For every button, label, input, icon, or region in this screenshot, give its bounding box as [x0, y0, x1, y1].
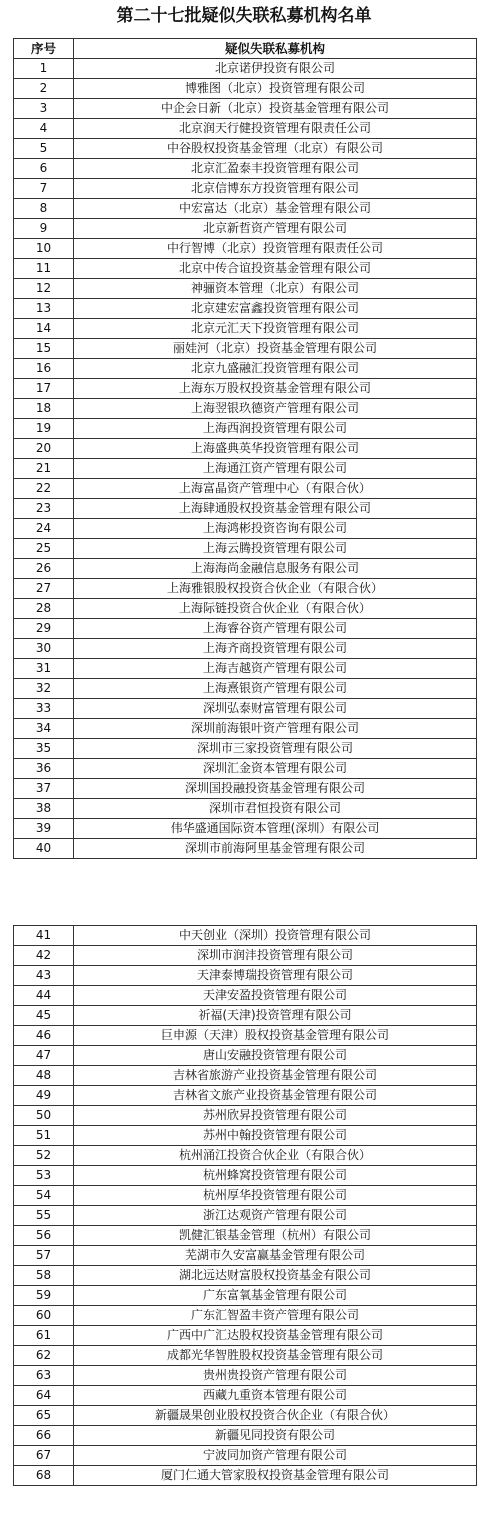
table-row	[14, 679, 477, 699]
row-institution-name: 上海雅银股权投资合伙企业（有限合伙）	[74, 579, 477, 599]
row-institution-name: 深圳市润沣投资管理有限公司	[74, 946, 477, 966]
row-institution-name: 上海东万股权投资基金管理有限公司	[74, 379, 477, 399]
row-seq: 11	[14, 259, 74, 279]
row-seq: 56	[14, 1226, 74, 1246]
row-institution-name: 北京中传合谊投资基金管理有限公司	[74, 259, 477, 279]
row-institution-name: 上海睿谷资产管理有限公司	[74, 619, 477, 639]
row-seq: 16	[14, 359, 74, 379]
row-seq: 15	[14, 339, 74, 359]
table-row	[14, 659, 477, 679]
table-row	[14, 1106, 477, 1126]
row-institution-name: 广西中广汇达股权投资基金管理有限公司	[74, 1326, 477, 1346]
row-institution-name: 天津泰博瑞投资管理有限公司	[74, 966, 477, 986]
row-institution-name: 杭州厚华投资管理有限公司	[74, 1186, 477, 1206]
table-body-part2	[14, 926, 477, 1486]
table-row	[14, 399, 477, 419]
row-institution-name: 上海翌银玖德资产管理有限公司	[74, 399, 477, 419]
table-row	[14, 1186, 477, 1206]
table-body-part1	[14, 59, 477, 859]
table-row	[14, 259, 477, 279]
seq-column-header: 序号	[14, 39, 74, 59]
row-institution-name: 吉林省文旅产业投资基金管理有限公司	[74, 1086, 477, 1106]
row-institution-name: 上海鸿彬投资咨询有限公司	[74, 519, 477, 539]
row-seq: 21	[14, 459, 74, 479]
row-seq: 30	[14, 639, 74, 659]
row-institution-name: 中企会日新（北京）投资基金管理有限公司	[74, 99, 477, 119]
table-row	[14, 839, 477, 859]
row-seq: 6	[14, 159, 74, 179]
table-row	[14, 926, 477, 946]
table-row	[14, 499, 477, 519]
row-institution-name: 浙江达观资产管理有限公司	[74, 1206, 477, 1226]
row-institution-name: 神骊资本管理（北京）有限公司	[74, 279, 477, 299]
row-seq: 50	[14, 1106, 74, 1126]
row-seq: 47	[14, 1046, 74, 1066]
table-row	[14, 1166, 477, 1186]
table-row	[14, 819, 477, 839]
row-seq: 22	[14, 479, 74, 499]
row-seq: 27	[14, 579, 74, 599]
row-institution-name: 中行智博（北京）投资管理有限责任公司	[74, 239, 477, 259]
row-seq: 14	[14, 319, 74, 339]
row-seq: 17	[14, 379, 74, 399]
row-seq: 9	[14, 219, 74, 239]
row-institution-name: 吉林省旅游产业投资基金管理有限公司	[74, 1066, 477, 1086]
row-seq: 13	[14, 299, 74, 319]
row-institution-name: 中天创业（深圳）投资管理有限公司	[74, 926, 477, 946]
table-row	[14, 1386, 477, 1406]
row-seq: 31	[14, 659, 74, 679]
table-row	[14, 619, 477, 639]
row-seq: 29	[14, 619, 74, 639]
table-row	[14, 159, 477, 179]
row-institution-name: 上海通江资产管理有限公司	[74, 459, 477, 479]
row-seq: 32	[14, 679, 74, 699]
table-row	[14, 359, 477, 379]
table-row	[14, 1286, 477, 1306]
row-seq: 57	[14, 1246, 74, 1266]
row-institution-name: 苏州欣昇投资管理有限公司	[74, 1106, 477, 1126]
row-institution-name: 上海肆通股权投资基金管理有限公司	[74, 499, 477, 519]
suspected-lost-institutions-table	[13, 38, 477, 859]
row-institution-name: 天津安盈投资管理有限公司	[74, 986, 477, 1006]
row-institution-name: 中谷股权投资基金管理（北京）有限公司	[74, 139, 477, 159]
table-row	[14, 219, 477, 239]
row-seq: 35	[14, 739, 74, 759]
row-seq: 37	[14, 779, 74, 799]
table-row	[14, 1366, 477, 1386]
row-institution-name: 上海富晶资产管理中心（有限合伙）	[74, 479, 477, 499]
row-institution-name: 北京润天行健投资管理有限责任公司	[74, 119, 477, 139]
row-seq: 54	[14, 1186, 74, 1206]
row-seq: 43	[14, 966, 74, 986]
row-seq: 46	[14, 1026, 74, 1046]
table-row	[14, 639, 477, 659]
table-row	[14, 986, 477, 1006]
table-row	[14, 1006, 477, 1026]
table-row	[14, 1426, 477, 1446]
row-seq: 12	[14, 279, 74, 299]
table-row	[14, 966, 477, 986]
row-seq: 34	[14, 719, 74, 739]
suspected-lost-institutions-table-continued	[13, 925, 477, 1486]
row-seq: 18	[14, 399, 74, 419]
row-seq: 42	[14, 946, 74, 966]
table-row	[14, 739, 477, 759]
row-seq: 28	[14, 599, 74, 619]
row-institution-name: 北京信博东方投资管理有限公司	[74, 179, 477, 199]
row-institution-name: 杭州涌江投资合伙企业（有限合伙）	[74, 1146, 477, 1166]
row-seq: 51	[14, 1126, 74, 1146]
row-institution-name: 上海盛典英华投资管理有限公司	[74, 439, 477, 459]
row-seq: 41	[14, 926, 74, 946]
row-seq: 63	[14, 1366, 74, 1386]
table-row	[14, 799, 477, 819]
row-seq: 53	[14, 1166, 74, 1186]
table-row	[14, 599, 477, 619]
table-row	[14, 199, 477, 219]
row-seq: 10	[14, 239, 74, 259]
table-row	[14, 1046, 477, 1066]
row-institution-name: 深圳市君恒投资有限公司	[74, 799, 477, 819]
row-institution-name: 西藏九重资本管理有限公司	[74, 1386, 477, 1406]
table-row	[14, 1126, 477, 1146]
row-institution-name: 伟华盛通国际资本管理(深圳）有限公司	[74, 819, 477, 839]
table-row	[14, 1406, 477, 1426]
row-institution-name: 新疆晟果创业股权投资合伙企业（有限合伙）	[74, 1406, 477, 1426]
table-row	[14, 1246, 477, 1266]
row-institution-name: 上海吉越资产管理有限公司	[74, 659, 477, 679]
row-seq: 23	[14, 499, 74, 519]
table-row	[14, 179, 477, 199]
row-seq: 68	[14, 1466, 74, 1486]
row-institution-name: 北京新哲资产管理有限公司	[74, 219, 477, 239]
row-institution-name: 上海云腾投资管理有限公司	[74, 539, 477, 559]
row-institution-name: 芜湖市久安富赢基金管理有限公司	[74, 1246, 477, 1266]
row-seq: 66	[14, 1426, 74, 1446]
row-seq: 24	[14, 519, 74, 539]
table-row	[14, 339, 477, 359]
row-institution-name: 深圳前海银叶资产管理有限公司	[74, 719, 477, 739]
row-seq: 25	[14, 539, 74, 559]
row-institution-name: 成都光华智胜股权投资基金管理有限公司	[74, 1346, 477, 1366]
row-institution-name: 贵州贵投资产管理有限公司	[74, 1366, 477, 1386]
row-seq: 38	[14, 799, 74, 819]
row-seq: 40	[14, 839, 74, 859]
row-seq: 60	[14, 1306, 74, 1326]
page-title: 第二十七批疑似失联私募机构名单	[116, 6, 372, 26]
table-row	[14, 719, 477, 739]
table-row	[14, 419, 477, 439]
table-row	[14, 479, 477, 499]
table-row	[14, 1306, 477, 1326]
table-header-row	[14, 39, 477, 59]
row-institution-name: 祈福(天津)投资管理有限公司	[74, 1006, 477, 1026]
row-seq: 55	[14, 1206, 74, 1226]
row-institution-name: 新疆见同投资有限公司	[74, 1426, 477, 1446]
row-seq: 65	[14, 1406, 74, 1426]
row-institution-name: 广东汇智盈丰资产管理有限公司	[74, 1306, 477, 1326]
row-institution-name: 苏州中翰投资管理有限公司	[74, 1126, 477, 1146]
row-institution-name: 北京建宏富鑫投资管理有限公司	[74, 299, 477, 319]
row-institution-name: 深圳国投融投资基金管理有限公司	[74, 779, 477, 799]
row-institution-name: 北京元汇天下投资管理有限公司	[74, 319, 477, 339]
row-institution-name: 博雅图（北京）投资管理有限公司	[74, 79, 477, 99]
row-institution-name: 宁波同加资产管理有限公司	[74, 1446, 477, 1466]
table-row	[14, 459, 477, 479]
table-row	[14, 779, 477, 799]
row-institution-name: 上海齐商投资管理有限公司	[74, 639, 477, 659]
row-institution-name: 湖北远达财富股权投资基金有限公司	[74, 1266, 477, 1286]
row-seq: 36	[14, 759, 74, 779]
row-seq: 20	[14, 439, 74, 459]
row-seq: 26	[14, 559, 74, 579]
table-row	[14, 1066, 477, 1086]
row-seq: 64	[14, 1386, 74, 1406]
table-row	[14, 1266, 477, 1286]
table-row	[14, 519, 477, 539]
row-seq: 33	[14, 699, 74, 719]
row-seq: 7	[14, 179, 74, 199]
row-seq: 49	[14, 1086, 74, 1106]
row-seq: 8	[14, 199, 74, 219]
row-institution-name: 北京诺伊投资有限公司	[74, 59, 477, 79]
table-row	[14, 1146, 477, 1166]
row-institution-name: 北京汇盈泰丰投资管理有限公司	[74, 159, 477, 179]
row-institution-name: 深圳市三家投资管理有限公司	[74, 739, 477, 759]
table-row	[14, 1446, 477, 1466]
table-row	[14, 1026, 477, 1046]
row-seq: 48	[14, 1066, 74, 1086]
table-row	[14, 439, 477, 459]
table-row	[14, 1466, 477, 1486]
table-row	[14, 1206, 477, 1226]
row-institution-name: 上海西润投资管理有限公司	[74, 419, 477, 439]
row-seq: 2	[14, 79, 74, 99]
row-institution-name: 中宏富达（北京）基金管理有限公司	[74, 199, 477, 219]
row-seq: 67	[14, 1446, 74, 1466]
row-seq: 61	[14, 1326, 74, 1346]
table-row	[14, 139, 477, 159]
table-row	[14, 279, 477, 299]
row-seq: 59	[14, 1286, 74, 1306]
row-institution-name: 杭州蜂窝投资管理有限公司	[74, 1166, 477, 1186]
table-row	[14, 759, 477, 779]
table-row	[14, 299, 477, 319]
institution-column-header: 疑似失联私募机构	[74, 39, 477, 59]
row-seq: 19	[14, 419, 74, 439]
row-institution-name: 上海熹银资产管理有限公司	[74, 679, 477, 699]
row-institution-name: 深圳弘泰财富管理有限公司	[74, 699, 477, 719]
row-institution-name: 唐山安融投资管理有限公司	[74, 1046, 477, 1066]
row-institution-name: 深圳市前海阿里基金管理有限公司	[74, 839, 477, 859]
row-institution-name: 北京九盛融汇投资管理有限公司	[74, 359, 477, 379]
table-row	[14, 319, 477, 339]
table-row	[14, 379, 477, 399]
row-seq: 62	[14, 1346, 74, 1366]
row-institution-name: 凯健汇银基金管理（杭州）有限公司	[74, 1226, 477, 1246]
table-row	[14, 1326, 477, 1346]
table-row	[14, 119, 477, 139]
row-seq: 1	[14, 59, 74, 79]
row-seq: 44	[14, 986, 74, 1006]
row-seq: 45	[14, 1006, 74, 1026]
table-row	[14, 239, 477, 259]
table-row	[14, 946, 477, 966]
table-row	[14, 559, 477, 579]
row-institution-name: 广东富氧基金管理有限公司	[74, 1286, 477, 1306]
table-row	[14, 539, 477, 559]
row-institution-name: 厦门仁通大管家股权投资基金管理有限公司	[74, 1466, 477, 1486]
table-row	[14, 699, 477, 719]
row-seq: 39	[14, 819, 74, 839]
row-seq: 3	[14, 99, 74, 119]
row-seq: 52	[14, 1146, 74, 1166]
table-row	[14, 79, 477, 99]
table-row	[14, 99, 477, 119]
table-row	[14, 1346, 477, 1366]
row-seq: 58	[14, 1266, 74, 1286]
row-institution-name: 上海海尚金融信息服务有限公司	[74, 559, 477, 579]
row-seq: 5	[14, 139, 74, 159]
row-seq: 4	[14, 119, 74, 139]
table-row	[14, 1086, 477, 1106]
row-institution-name: 丽娃河（北京）投资基金管理有限公司	[74, 339, 477, 359]
row-institution-name: 巨申源（天津）股权投资基金管理有限公司	[74, 1026, 477, 1046]
table-row	[14, 1226, 477, 1246]
row-institution-name: 上海际链投资合伙企业（有限合伙）	[74, 599, 477, 619]
table-row	[14, 579, 477, 599]
row-institution-name: 深圳汇金资本管理有限公司	[74, 759, 477, 779]
table-row	[14, 59, 477, 79]
